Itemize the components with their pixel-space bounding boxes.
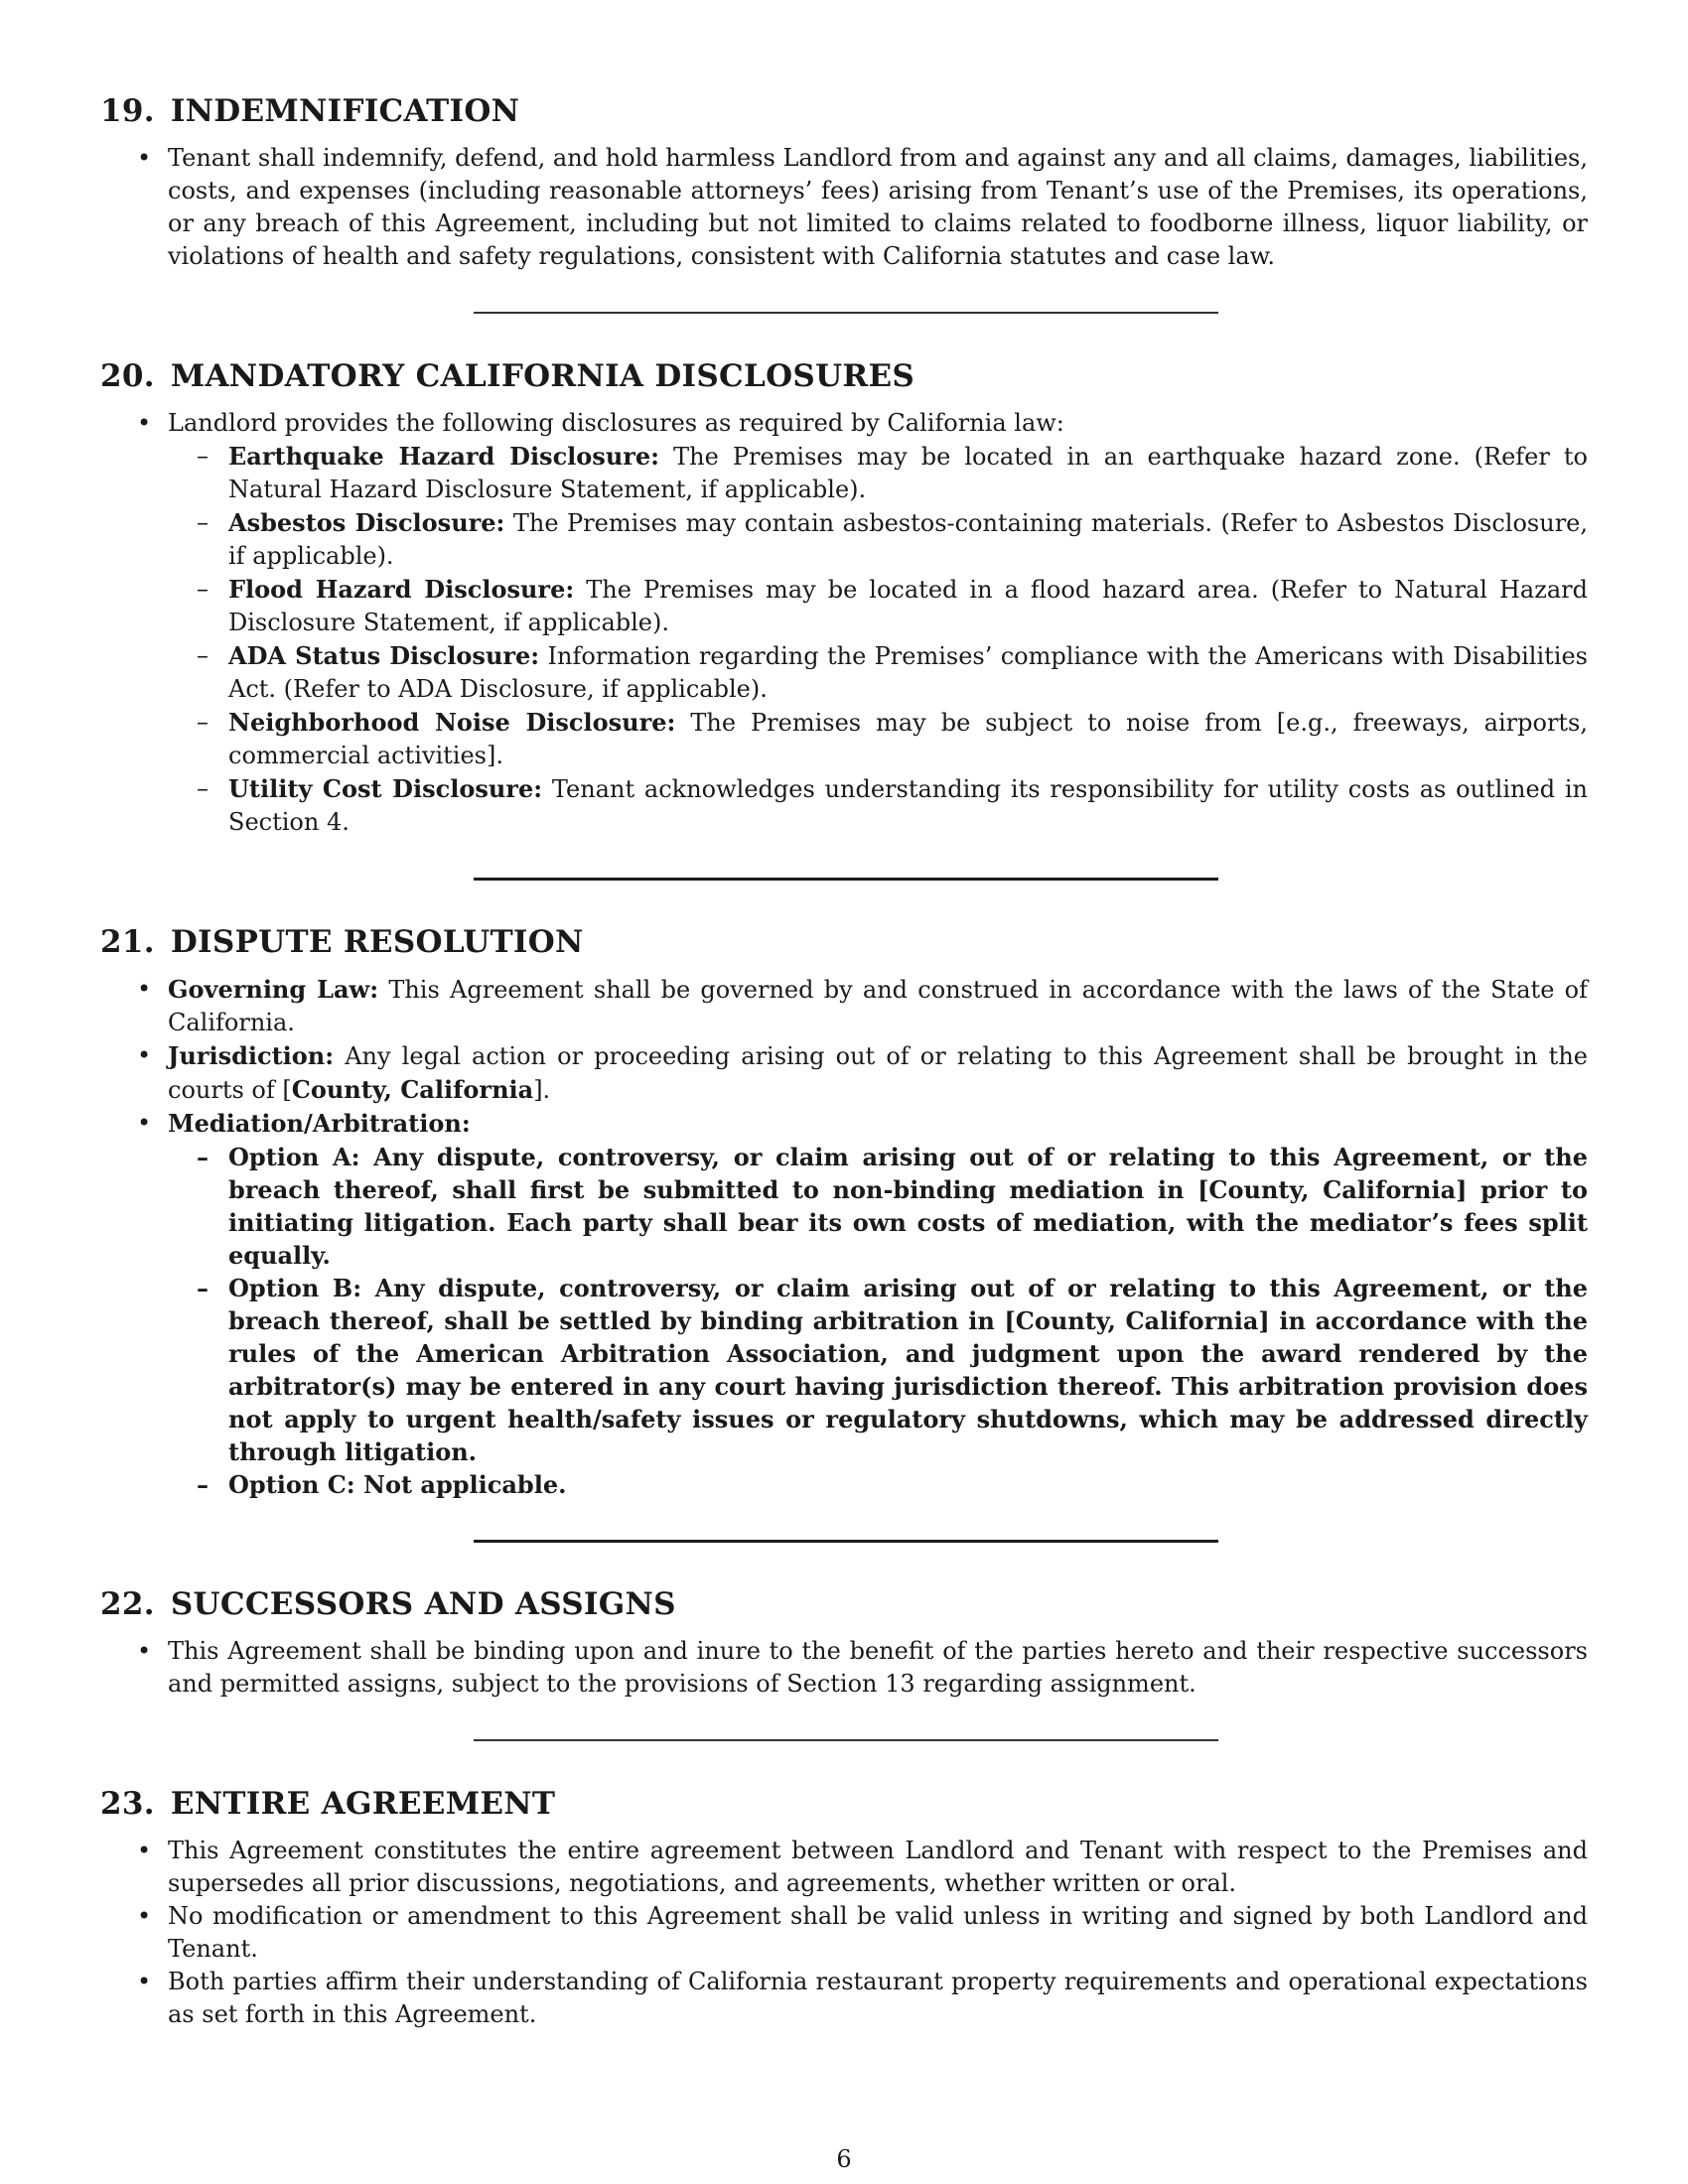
section-heading: 21. DISPUTE RESOLUTION (100, 924, 584, 960)
section-divider (474, 1540, 1218, 1543)
list-item: • Landlord provides the following disclosures as required by California law: – Earthquake Hazard Disclosure: The Premises may be located in an earthquake hazard zone. (Refer to Natural Hazard Disclosure Statement, if applicable). – Asbestos Disclosure: The Premises may contain asbestos-containing materials. (Refer to Asbestos Disclosure, if applicable). – Flood Hazard Disclosure: The Premises may be located in a flood hazard area. (Refer to Natural Hazard Disclosure Statement, if applicable). – ADA Status Disclosure: Information regarding the Premises’ compliance with the Americans with Disabilities Act. (Refer to ADA Disclosure, if applicable). – Neighborhood Noise Disclosure: The Premises may be subject to noise from [e.g., freeways, airports, commercial activities]. – Utility Cost Disclosure: Tenant acknowledges understanding its responsibility for utility costs as outlined in Section 4. (100, 407, 1588, 839)
disclosure-list (168, 440, 1588, 839)
bullet-list (100, 1835, 1588, 2031)
bullet-list (100, 142, 1588, 273)
option-item: – Option A: Any dispute, controversy, or claim arising out of or relating to this Agreement, or the breach thereof, shall first be submitted to non-binding mediation in [County, California] prior to initiating litigation. Each party shall bear its own costs of mediation, with the mediator’s fees split equally. (168, 1141, 1588, 1272)
list-item: • Both parties affirm their understanding of California restaurant property requirements and operational expectations as set forth in this Agreement. (100, 1966, 1588, 2031)
list-item: • No modification or amendment to this Agreement shall be valid unless in writing and signed by both Landlord and Tenant. (100, 1900, 1588, 1966)
disclosure-item: – Flood Hazard Disclosure: The Premises may be located in a flood hazard area. (Refer to Natural Hazard Disclosure Statement, if applicable). (168, 573, 1588, 639)
section-heading: 22. SUCCESSORS AND ASSIGNS (100, 1586, 676, 1622)
disclosure-item: – Utility Cost Disclosure: Tenant acknowledges understanding its responsibility for utility costs as outlined in Section 4. (168, 772, 1588, 839)
list-item: • Tenant shall indemnify, defend, and hold harmless Landlord from and against any and all claims, damages, liabilities, costs, and expenses (including reasonable attorneys’ fees) arising from Tenant’s use of the Premises, its operations, or any breach of this Agreement, including but not limited to claims related to foodborne illness, liquor liability, or violations of health and safety regulations, consistent with California statutes and case law. (100, 142, 1588, 273)
section-mandatory-disclosures (100, 356, 1588, 839)
list-item-jurisdiction: • Jurisdiction: Any legal action or proceeding arising out of or relating to this Agreement shall be brought in the courts of [County, California]. (100, 1039, 1588, 1107)
section-heading: 23. ENTIRE AGREEMENT (100, 1786, 556, 1822)
document-content (100, 91, 1588, 2031)
section-dispute-resolution (100, 922, 1588, 1501)
option-item: – Option C: Not applicable. (168, 1468, 1588, 1501)
list-item-governing-law: • Governing Law: This Agreement shall be governed by and construed in accordance with the laws of the State of California. (100, 973, 1588, 1039)
disclosure-item: – ADA Status Disclosure: Information regarding the Premises’ compliance with the Americans with Disabilities Act. (Refer to ADA Disclosure, if applicable). (168, 639, 1588, 706)
section-indemnification (100, 91, 1588, 273)
section-divider (474, 312, 1218, 314)
bullet-list (100, 407, 1588, 839)
section-entire-agreement (100, 1784, 1588, 2031)
disclosure-item: – Asbestos Disclosure: The Premises may contain asbestos-containing materials. (Refer to Asbestos Disclosure, if applicable). (168, 506, 1588, 573)
disclosure-item: – Neighborhood Noise Disclosure: The Premises may be subject to noise from [e.g., freeways, airports, commercial activities]. (168, 706, 1588, 772)
option-list (168, 1141, 1588, 1501)
page-number: 6 (836, 2145, 852, 2173)
section-heading: 20. MANDATORY CALIFORNIA DISCLOSURES (100, 358, 915, 394)
bullet-list (100, 1635, 1588, 1701)
list-item-mediation: • Mediation/Arbitration: – Option A: Any dispute, controversy, or claim arising out of or relating to this Agreement, or the breach thereof, shall first be submitted to non-binding mediation in [County, California] prior to initiating litigation. Each party shall bear its own costs of mediation, with the mediator’s fees split equally. – Option B: Any dispute, controversy, or claim arising out of or relating to this Agreement, or the breach thereof, shall be settled by binding arbitration in [County, California] in accordance with the rules of the American Arbitration Association, and judgment upon the award rendered by the arbitrator(s) may be entered in any court having jurisdiction thereof. This arbitration provision does not apply to urgent health/safety issues or regulatory shutdowns, which may be addressed directly through litigation. – Option C: Not applicable. (100, 1107, 1588, 1501)
list-item: • This Agreement shall be binding upon and inure to the benefit of the parties hereto and their respective successors and permitted assigns, subject to the provisions of Section 13 regarding assignment. (100, 1635, 1588, 1701)
section-successors-assigns (100, 1584, 1588, 1701)
list-item: • This Agreement constitutes the entire agreement between Landlord and Tenant with respect to the Premises and supersedes all prior discussions, negotiations, and agreements, whether written or oral. (100, 1835, 1588, 1900)
section-heading: 19. INDEMNIFICATION (100, 93, 520, 129)
bullet-list (100, 973, 1588, 1501)
disclosure-item: – Earthquake Hazard Disclosure: The Premises may be located in an earthquake hazard zone. (Refer to Natural Hazard Disclosure Statement, if applicable). (168, 440, 1588, 506)
option-item: – Option B: Any dispute, controversy, or claim arising out of or relating to this Agreement, or the breach thereof, shall be settled by binding arbitration in [County, California] in accordance with the rules of the American Arbitration Association, and judgment upon the award rendered by the arbitrator(s) may be entered in any court having jurisdiction thereof. This arbitration provision does not apply to urgent health/safety issues or regulatory shutdowns, which may be addressed directly through litigation. (168, 1272, 1588, 1468)
section-divider (474, 878, 1218, 881)
section-divider (474, 1739, 1218, 1741)
